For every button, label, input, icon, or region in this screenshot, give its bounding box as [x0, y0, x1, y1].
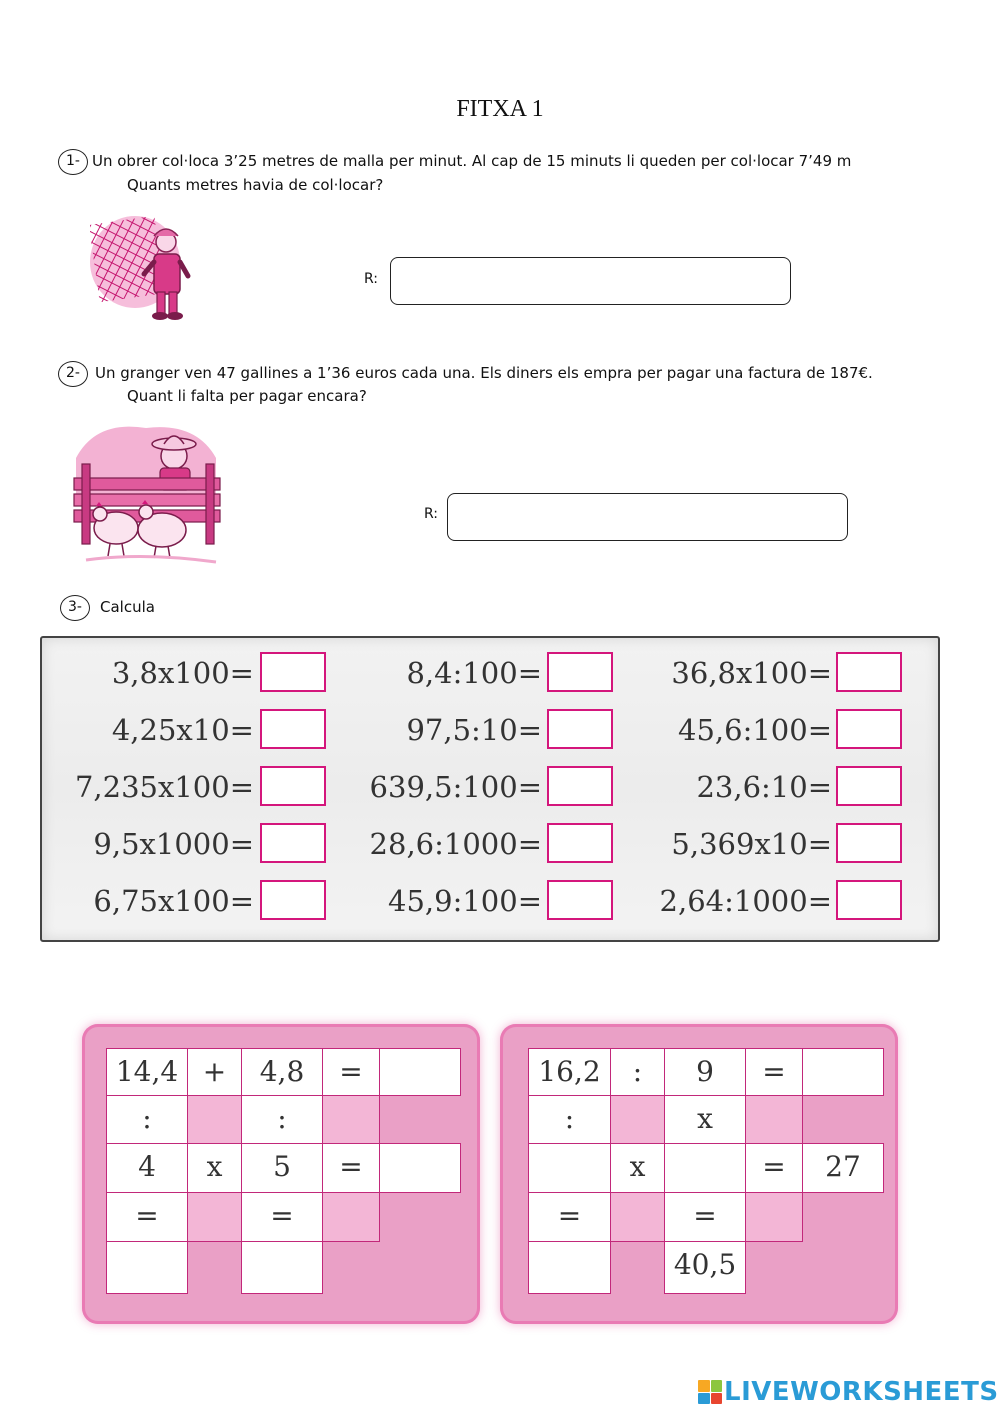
- worker-mesh-illustration: [90, 212, 200, 324]
- grid-cell: +: [187, 1048, 242, 1096]
- calc-expression: 23,6:10=: [696, 770, 832, 804]
- calc-answer-input[interactable]: [260, 823, 326, 863]
- calc-row: [42, 823, 942, 871]
- calc-row: [42, 709, 942, 757]
- question-1-text: Un obrer col·loca 3’25 metres de malla per minut. Al cap de 15 minuts li queden per col·locar 7’49 m: [92, 152, 852, 170]
- calc-answer-input[interactable]: [836, 709, 902, 749]
- grid-cell: 9: [664, 1048, 746, 1096]
- calc-answer-input[interactable]: [836, 823, 902, 863]
- grid-cell: =: [322, 1048, 380, 1096]
- grid-answer-cell[interactable]: [241, 1241, 323, 1294]
- answer-2-label: R:: [424, 506, 439, 522]
- calc-expression: 9,5x1000=: [93, 827, 254, 861]
- grid-answer-cell[interactable]: [528, 1241, 611, 1294]
- grid-cell: 40,5: [664, 1241, 746, 1294]
- liveworksheets-logo-text: LIVEWORKSHEETS: [724, 1377, 999, 1407]
- calc-expression: 97,5:10=: [406, 713, 542, 747]
- answer-2-input[interactable]: [447, 493, 848, 541]
- calc-answer-input[interactable]: [260, 766, 326, 806]
- calc-expression: 28,6:1000=: [369, 827, 542, 861]
- grid-cell: =: [745, 1048, 803, 1096]
- calc-answer-input[interactable]: [547, 766, 613, 806]
- right-arithmetic-grid: [500, 1024, 898, 1324]
- grid-answer-cell[interactable]: [106, 1241, 188, 1294]
- grid-cell: :: [106, 1095, 188, 1144]
- liveworksheets-logo: [698, 1378, 999, 1406]
- question-2-text: Un granger ven 47 gallines a 1’36 euros cada una. Els diners els empra per pagar una factura de 187€.: [95, 364, 873, 382]
- grid-cell: x: [664, 1095, 746, 1144]
- grid-cell: 27: [802, 1143, 884, 1193]
- grid-cell: [322, 1192, 380, 1242]
- grid-cell: [322, 1095, 380, 1144]
- calc-expression: 5,369x10=: [671, 827, 832, 861]
- calc-answer-input[interactable]: [836, 652, 902, 692]
- farmer-hens-illustration: [66, 418, 222, 572]
- question-2-number: 2-: [58, 361, 88, 387]
- grid-answer-cell[interactable]: [802, 1048, 884, 1096]
- grid-cell: x: [187, 1143, 242, 1193]
- liveworksheets-logo-icon: [698, 1380, 722, 1404]
- grid-cell: [187, 1192, 242, 1242]
- grid-cell: 14,4: [106, 1048, 188, 1096]
- question-2-subtext: Quant li falta per pagar encara?: [127, 387, 367, 405]
- grid-answer-cell[interactable]: [379, 1143, 461, 1193]
- grid-cell: 5: [241, 1143, 323, 1193]
- grid-cell: =: [528, 1192, 611, 1242]
- grid-cell: 16,2: [528, 1048, 611, 1096]
- answer-1-input[interactable]: [390, 257, 791, 305]
- calc-row: [42, 652, 942, 700]
- grid-cell: [187, 1095, 242, 1144]
- calc-expression: 639,5:100=: [369, 770, 542, 804]
- calc-answer-input[interactable]: [260, 880, 326, 920]
- grid-cell: 4: [106, 1143, 188, 1193]
- calc-expression: 4,25x10=: [111, 713, 254, 747]
- grid-cell: :: [528, 1095, 611, 1144]
- grid-cell: [610, 1095, 665, 1144]
- calc-answer-input[interactable]: [547, 880, 613, 920]
- calc-expression: 8,4:100=: [406, 656, 542, 690]
- calc-expression: 6,75x100=: [93, 884, 254, 918]
- grid-cell: [610, 1192, 665, 1242]
- question-3-text: Calcula: [100, 598, 155, 616]
- grid-cell: [745, 1192, 803, 1242]
- grid-answer-cell[interactable]: [528, 1143, 611, 1193]
- calc-expression: 2,64:1000=: [659, 884, 832, 918]
- calc-expression: 3,8x100=: [111, 656, 254, 690]
- grid-answer-cell[interactable]: [379, 1048, 461, 1096]
- calc-row: [42, 880, 942, 928]
- question-1-subtext: Quants metres havia de col·locar?: [127, 176, 384, 194]
- calculation-panel: [40, 636, 940, 942]
- grid-cell: =: [106, 1192, 188, 1242]
- calc-expression: 45,6:100=: [678, 713, 832, 747]
- grid-cell: =: [322, 1143, 380, 1193]
- grid-cell: =: [241, 1192, 323, 1242]
- grid-cell: =: [745, 1143, 803, 1193]
- page-title: FITXA 1: [456, 96, 544, 122]
- calc-answer-input[interactable]: [260, 652, 326, 692]
- grid-cell: :: [610, 1048, 665, 1096]
- calc-answer-input[interactable]: [836, 880, 902, 920]
- calc-answer-input[interactable]: [260, 709, 326, 749]
- calc-answer-input[interactable]: [547, 709, 613, 749]
- calc-answer-input[interactable]: [836, 766, 902, 806]
- grid-answer-cell[interactable]: [664, 1143, 746, 1193]
- calc-answer-input[interactable]: [547, 652, 613, 692]
- calc-expression: 45,9:100=: [388, 884, 542, 918]
- calc-answer-input[interactable]: [547, 823, 613, 863]
- calc-expression: 36,8x100=: [671, 656, 832, 690]
- grid-cell: =: [664, 1192, 746, 1242]
- grid-cell: 4,8: [241, 1048, 323, 1096]
- grid-cell: [745, 1095, 803, 1144]
- grid-cell: :: [241, 1095, 323, 1144]
- grid-cell: x: [610, 1143, 665, 1193]
- question-3-number: 3-: [60, 595, 90, 621]
- question-1-number: 1-: [58, 149, 88, 175]
- answer-1-label: R:: [364, 271, 379, 287]
- calc-expression: 7,235x100=: [74, 770, 254, 804]
- calc-row: [42, 766, 942, 814]
- left-arithmetic-grid: [82, 1024, 480, 1324]
